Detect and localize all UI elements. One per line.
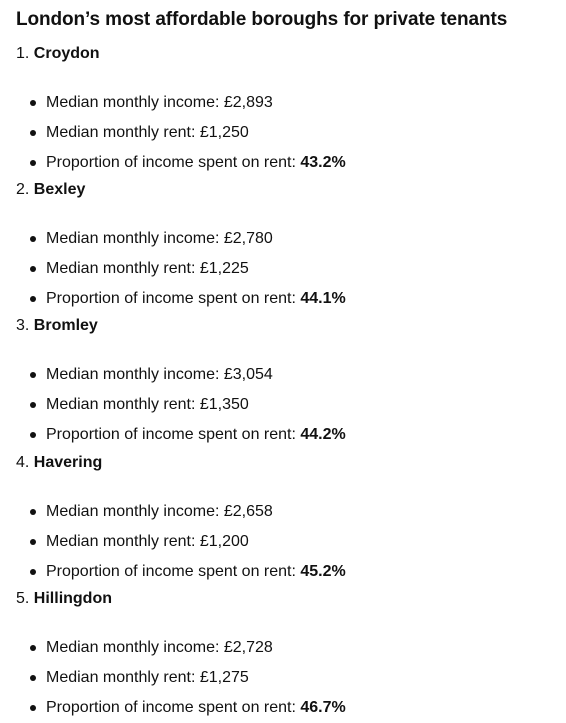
- borough-heading: [16, 44, 556, 64]
- bullet-icon: [30, 539, 36, 545]
- stat-label: Median monthly income:: [46, 366, 224, 383]
- stat-value: £1,275: [199, 669, 249, 686]
- stat-income: [16, 88, 556, 118]
- bullet-icon: [30, 296, 36, 302]
- stat-label: Median monthly rent:: [46, 669, 200, 686]
- borough-name: Havering: [33, 454, 103, 471]
- bullet-icon: [30, 372, 36, 378]
- borough-rank: 3.: [16, 317, 30, 334]
- stat-rent: [16, 390, 556, 420]
- borough-name: Bromley: [33, 317, 98, 334]
- bullet-icon: [30, 569, 36, 575]
- stat-proportion: [16, 557, 556, 587]
- borough-entry: [16, 453, 556, 580]
- borough-rank: 1.: [16, 45, 30, 62]
- stat-rent: [16, 527, 556, 557]
- stat-value: £1,350: [199, 396, 249, 413]
- stat-value: £1,200: [199, 533, 249, 550]
- stat-label: Median monthly income:: [46, 639, 224, 656]
- borough-heading: [16, 180, 556, 200]
- stat-label: Median monthly income:: [46, 230, 224, 247]
- borough-name: Hillingdon: [33, 590, 112, 607]
- borough-heading: [16, 316, 556, 336]
- stat-value: 43.2%: [300, 154, 346, 171]
- bullet-icon: [30, 675, 36, 681]
- stat-proportion: [16, 148, 556, 178]
- stat-value: 45.2%: [300, 563, 346, 580]
- borough-entry: [16, 589, 556, 716]
- stat-proportion: [16, 420, 556, 450]
- borough-name: Croydon: [33, 45, 100, 62]
- stat-value: £3,054: [223, 366, 273, 383]
- stat-income: [16, 224, 556, 254]
- stat-value: £1,225: [199, 260, 249, 277]
- stat-value: 46.7%: [300, 699, 346, 716]
- stat-label: Proportion of income spent on rent:: [46, 563, 301, 580]
- bullet-icon: [30, 509, 36, 515]
- bullet-icon: [30, 432, 36, 438]
- stat-value: 44.2%: [300, 426, 346, 443]
- borough-rank: 2.: [16, 181, 30, 198]
- bullet-icon: [30, 645, 36, 651]
- stat-label: Proportion of income spent on rent:: [46, 154, 301, 171]
- borough-heading: [16, 589, 556, 609]
- stat-label: Median monthly rent:: [46, 533, 200, 550]
- borough-heading: [16, 453, 556, 473]
- stat-label: Proportion of income spent on rent:: [46, 290, 301, 307]
- stat-label: Median monthly rent:: [46, 124, 200, 141]
- bullet-icon: [30, 160, 36, 166]
- stat-value: £2,780: [223, 230, 273, 247]
- borough-stats-list: [16, 497, 556, 587]
- stat-rent: [16, 663, 556, 693]
- stat-income: [16, 360, 556, 390]
- bullet-icon: [30, 705, 36, 711]
- borough-rank: 5.: [16, 590, 30, 607]
- stat-rent: [16, 254, 556, 284]
- borough-entry: [16, 316, 556, 443]
- bullet-icon: [30, 402, 36, 408]
- page-title: London’s most affordable boroughs for private tenants: [16, 9, 508, 30]
- stat-income: [16, 633, 556, 663]
- bullet-icon: [30, 100, 36, 106]
- borough-name: Bexley: [33, 181, 86, 198]
- borough-stats-list: [16, 224, 556, 314]
- stat-label: Median monthly rent:: [46, 396, 200, 413]
- borough-entry: [16, 180, 556, 307]
- stat-label: Median monthly income:: [46, 94, 224, 111]
- borough-stats-list: [16, 88, 556, 178]
- stat-value: £2,658: [223, 503, 273, 520]
- stat-label: Median monthly rent:: [46, 260, 200, 277]
- stat-value: £2,728: [223, 639, 273, 656]
- borough-stats-list: [16, 633, 556, 723]
- stat-label: Median monthly income:: [46, 503, 224, 520]
- stat-value: 44.1%: [300, 290, 346, 307]
- bullet-icon: [30, 266, 36, 272]
- stat-value: £2,893: [223, 94, 273, 111]
- stat-rent: [16, 118, 556, 148]
- bullet-icon: [30, 130, 36, 136]
- bullet-icon: [30, 236, 36, 242]
- stat-income: [16, 497, 556, 527]
- stat-proportion: [16, 693, 556, 723]
- borough-rank: 4.: [16, 454, 30, 471]
- stat-label: Proportion of income spent on rent:: [46, 426, 301, 443]
- stat-label: Proportion of income spent on rent:: [46, 699, 301, 716]
- borough-stats-list: [16, 360, 556, 450]
- stat-proportion: [16, 284, 556, 314]
- borough-entry: [16, 44, 556, 171]
- stat-value: £1,250: [199, 124, 249, 141]
